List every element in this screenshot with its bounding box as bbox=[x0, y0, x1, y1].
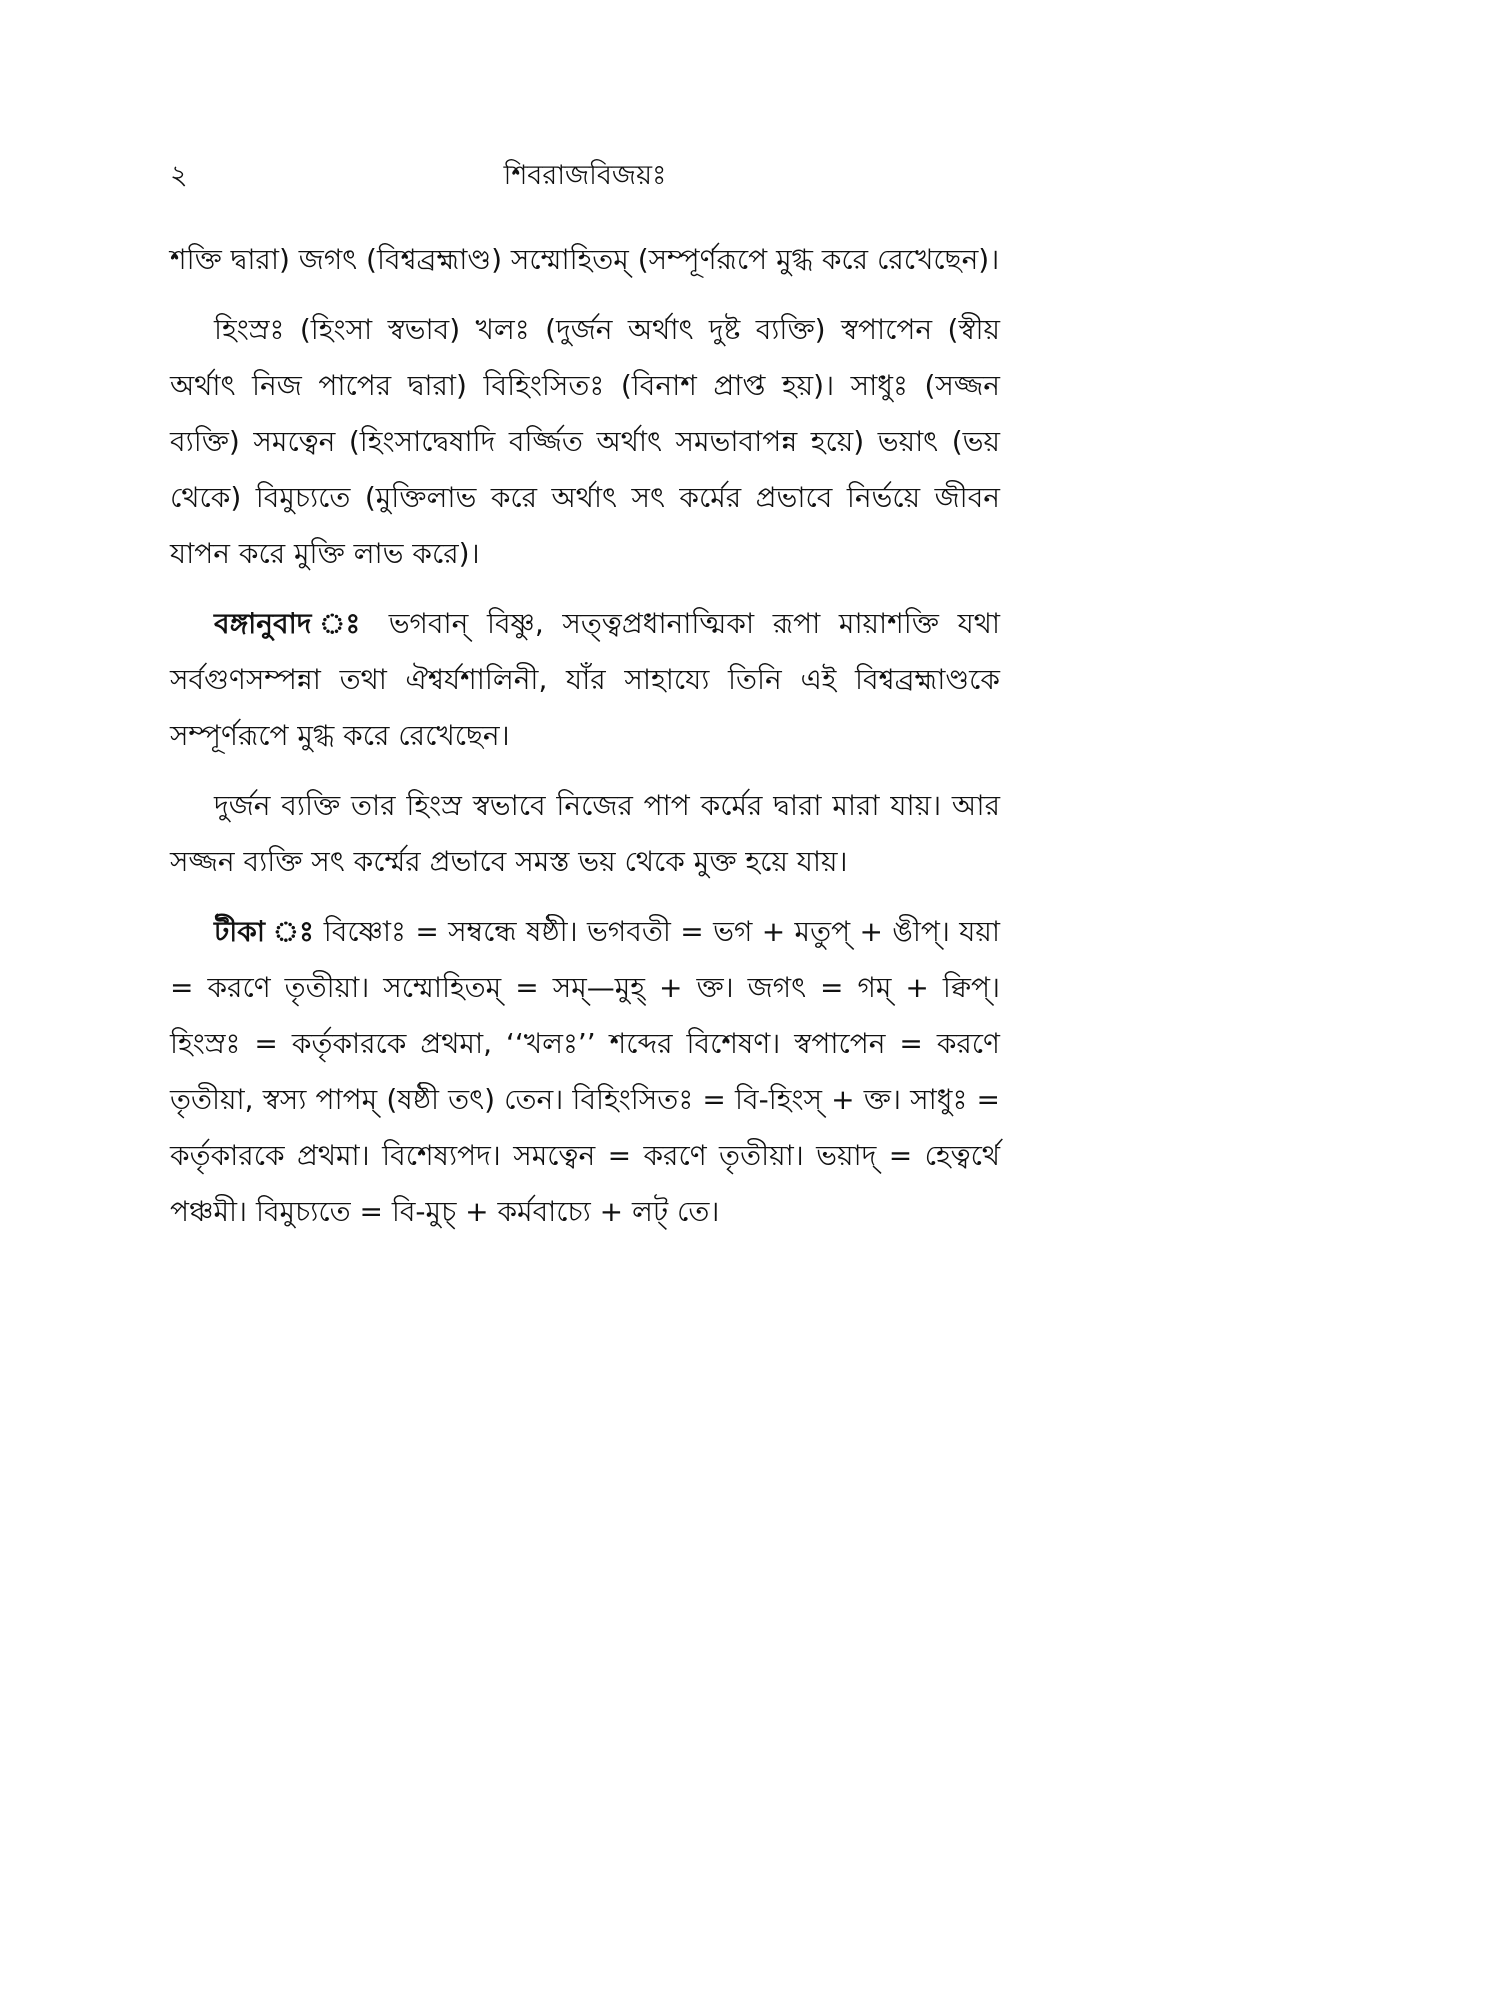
running-title: শিবরাজবিজয়ঃ bbox=[503, 160, 667, 191]
paragraph-translation bbox=[170, 596, 1000, 764]
paragraph-translation-continued: দুর্জন ব্যক্তি তার হিংস্র স্বভাবে নিজের পাপ কর্মের দ্বারা মারা যায়। আর সজ্জন ব্যক্তি সৎ কর্ম্মের প্রভাবে সমস্ত ভয় থেকে মুক্ত হয়ে যায়। bbox=[170, 789, 1000, 878]
paragraph-commentary bbox=[170, 904, 1000, 1240]
body-text bbox=[170, 232, 1000, 1254]
page-header bbox=[170, 158, 1000, 198]
paragraph-continuation: শক্তি দ্বারা) জগৎ (বিশ্বব্রহ্মাণ্ড) সম্মোহিতম্ (সম্পূর্ণরূপে মুগ্ধ করে রেখেছেন)। bbox=[170, 243, 1000, 276]
commentary-label: টীকা ঃ bbox=[214, 915, 315, 948]
translation-label: বঙ্গানুবাদ ঃ bbox=[214, 607, 371, 640]
paragraph-word-meaning: হিংস্রঃ (হিংসা স্বভাব) খলঃ (দুর্জন অর্থাৎ দুষ্ট ব্যক্তি) স্বপাপেন (স্বীয় অর্থাৎ নিজ পাপের দ্বারা) বিহিংসিতঃ (বিনাশ প্রাপ্ত হয়)। সাধুঃ (সজ্জন ব্যক্তি) সমত্বেন (হিংসাদ্বেষাদি বর্জ্জিত অর্থাৎ সমভাবাপন্ন হয়ে) ভয়াৎ (ভয় থেকে) বিমুচ্যতে (মুক্তিলাভ করে অর্থাৎ সৎ কর্মের প্রভাবে নির্ভয়ে জীবন যাপন করে মুক্তি লাভ করে)। bbox=[170, 313, 1000, 570]
translation-text: ভগবান্ বিষ্ণু, সত্ত্বপ্রধানাত্মিকা রূপা মায়াশক্তি যথা সর্বগুণসম্পন্না তথা ঐশ্বর্যশালিনী, যাঁর সাহায্যে তিনি এই বিশ্বব্রহ্মাণ্ডকে সম্পূর্ণরূপে মুগ্ধ করে রেখেছেন। bbox=[170, 607, 1000, 752]
page-number: ২ bbox=[170, 160, 188, 191]
commentary-text: বিষ্ণোঃ = সম্বন্ধে ষষ্ঠী। ভগবতী = ভগ + মতুপ্ + ঙীপ্। যয়া = করণে তৃতীয়া। সম্মোহিতম্ = সম্—মুহ্ + ক্ত। জগৎ = গম্ + ক্বিপ্। হিংস্রঃ = কর্তৃকারকে প্রথমা, ‘‘খলঃ’’ শব্দের বিশেষণ। স্বপাপেন = করণে তৃতীয়া, স্বস্য পাপম্ (ষষ্ঠী তৎ) তেন। বিহিংসিতঃ = বি-হিংস্ + ক্ত। সাধুঃ = কর্তৃকারকে প্রথমা। বিশেষ্যপদ। সমত্বেন = করণে তৃতীয়া। ভয়াদ্ = হেত্বর্থে পঞ্চমী। বিমুচ্যতে = বি-মুচ্ + কর্মবাচ্যে + লট্ তে। bbox=[170, 915, 1001, 1228]
